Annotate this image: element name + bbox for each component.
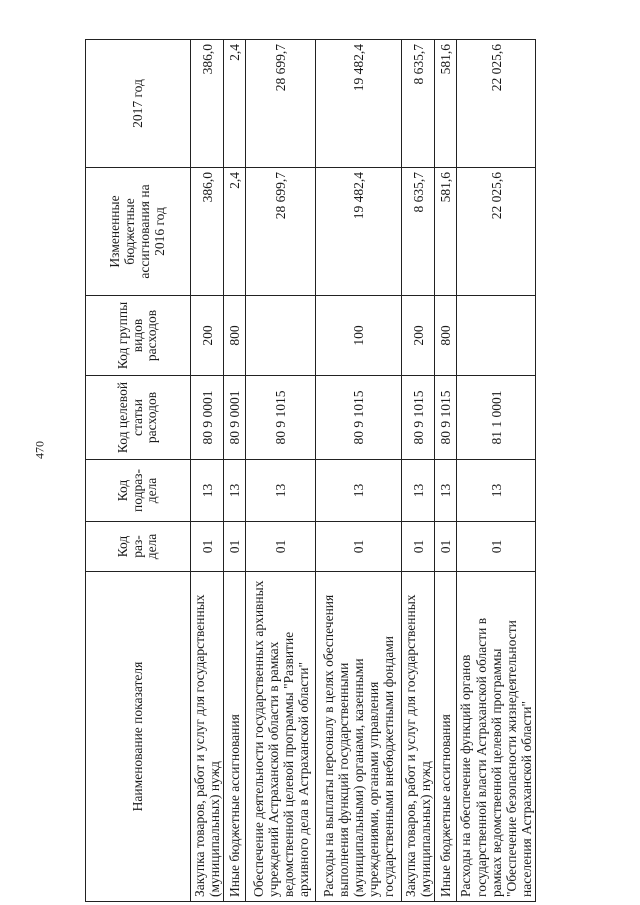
header-name: Наименование показателя [86,572,191,902]
header-year-2017: 2017 год [86,40,191,168]
table-header-row [86,40,191,902]
row-target-article: 80 9 1015 [402,376,435,460]
header-expense-group: Код группы видов расходов [86,296,191,376]
row-year-2017: 386,0 [191,40,224,168]
table-row [316,40,402,902]
table-row [435,40,457,902]
row-year-2017: 28 699,7 [246,40,316,168]
header-changed-2016: Измененные бюджетные ассигнования на 2016 год [86,168,191,296]
row-name: Иные бюджетные ассигнования [435,572,457,902]
row-changed-2016: 386,0 [191,168,224,296]
row-subsection: 13 [224,460,246,522]
row-name: Иные бюджетные ассигнования [224,572,246,902]
row-subsection: 13 [402,460,435,522]
row-changed-2016: 28 699,7 [246,168,316,296]
row-target-article: 80 9 0001 [224,376,246,460]
row-target-article: 80 9 0001 [191,376,224,460]
table-row [224,40,246,902]
row-expense-group: 800 [224,296,246,376]
row-subsection: 13 [191,460,224,522]
table-row [246,40,316,902]
row-name: Обеспечение деятельности государственных архивных учреждений Астраханской области в рамках ведомственной целевой программы "Развитие архивного дела в Астраханской области" [246,572,316,902]
row-expense-group: 100 [316,296,402,376]
table-row [191,40,224,902]
row-section: 01 [246,522,316,572]
row-name: Расходы на обеспечение функций органов государственной власти Астраханской области в рамках ведомственной целевой программы "Обеспечение безопасности жизнедеятельности населения Астраханской области" [457,572,536,902]
header-target-article: Код целевой статьи расходов [86,376,191,460]
row-expense-group [457,296,536,376]
page-number-text: 470 [32,441,47,459]
row-changed-2016: 19 482,4 [316,168,402,296]
row-expense-group: 800 [435,296,457,376]
row-changed-2016: 2,4 [224,168,246,296]
row-subsection: 13 [457,460,536,522]
row-year-2017: 19 482,4 [316,40,402,168]
row-changed-2016: 8 635,7 [402,168,435,296]
row-subsection: 13 [246,460,316,522]
row-expense-group [246,296,316,376]
row-section: 01 [457,522,536,572]
table-row [402,40,435,902]
row-year-2017: 2,4 [224,40,246,168]
row-year-2017: 8 635,7 [402,40,435,168]
row-target-article: 80 9 1015 [435,376,457,460]
row-section: 01 [191,522,224,572]
row-subsection: 13 [316,460,402,522]
header-section: Код раз- дела [86,522,191,572]
row-year-2017: 22 025,6 [457,40,536,168]
row-name: Закупка товаров, работ и услуг для государственных (муниципальных) нужд [402,572,435,902]
rotated-table-container [85,40,534,902]
row-expense-group: 200 [191,296,224,376]
row-year-2017: 581,6 [435,40,457,168]
row-section: 01 [224,522,246,572]
row-target-article: 80 9 1015 [316,376,402,460]
budget-table [85,39,536,902]
row-section: 01 [402,522,435,572]
row-name: Закупка товаров, работ и услуг для государственных (муниципальных) нужд [191,572,224,902]
row-name: Расходы на выплаты персоналу в целях обеспечения выполнения функций государственными (муниципальными) органами, казенными учреждениями, органами управления государственными внебюджетными фондами [316,572,402,902]
row-section: 01 [435,522,457,572]
header-subsection: Код подраз- дела [86,460,191,522]
row-changed-2016: 22 025,6 [457,168,536,296]
row-changed-2016: 581,6 [435,168,457,296]
table-row [457,40,536,902]
row-expense-group: 200 [402,296,435,376]
row-section: 01 [316,522,402,572]
row-target-article: 81 1 0001 [457,376,536,460]
row-target-article: 80 9 1015 [246,376,316,460]
row-subsection: 13 [435,460,457,522]
